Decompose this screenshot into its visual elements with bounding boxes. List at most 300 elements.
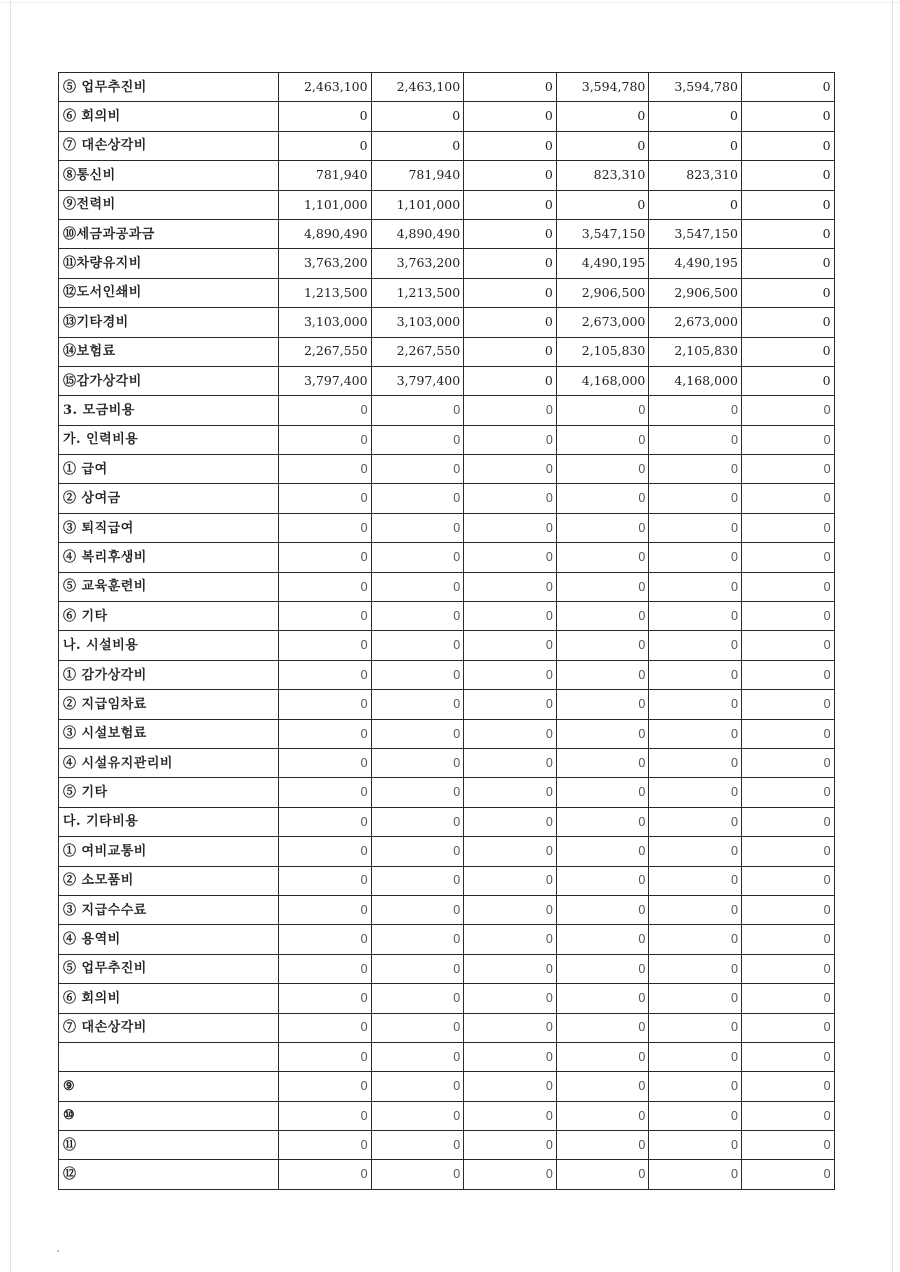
cell-col2: 3,103,000 [371,308,464,337]
cell-col6: 0 [741,161,834,190]
cell-col2: 0 [371,895,464,924]
cell-col5: 0 [649,778,742,807]
cell-col1: 0 [279,543,372,572]
cell-col1: 0 [279,1101,372,1130]
cell-col1: 781,940 [279,161,372,190]
cell-col2: 0 [371,455,464,484]
cell-col3: 0 [464,602,557,631]
cell-col2: 0 [371,425,464,454]
cell-col6: 0 [741,837,834,866]
cell-col4: 0 [556,102,649,131]
row-label: ④ 시설유지관리비 [59,748,279,777]
row-label: ⑬기타경비 [59,308,279,337]
cell-col5: 0 [649,572,742,601]
cell-col2: 3,763,200 [371,249,464,278]
cell-col1: 0 [279,690,372,719]
cell-col2: 0 [371,866,464,895]
cell-col3: 0 [464,396,557,425]
cell-col4: 0 [556,1101,649,1130]
table-row [59,660,835,689]
cell-col5: 4,168,000 [649,366,742,395]
cell-col5: 0 [649,984,742,1013]
cell-col5: 0 [649,631,742,660]
cell-col1: 0 [279,866,372,895]
cell-col2: 2,463,100 [371,73,464,102]
scan-edge-top [0,2,900,3]
cell-col3: 0 [464,308,557,337]
cell-col3: 0 [464,73,557,102]
cell-col3: 0 [464,895,557,924]
cell-col2: 0 [371,396,464,425]
cell-col6: 0 [741,308,834,337]
row-label: 다. 기타비용 [59,807,279,836]
row-label: ⑭보험료 [59,337,279,366]
cell-col3: 0 [464,866,557,895]
row-label [59,1042,279,1071]
cell-col1: 0 [279,895,372,924]
row-label: ⑧통신비 [59,161,279,190]
cell-col4: 0 [556,1013,649,1042]
cell-col3: 0 [464,572,557,601]
cell-col3: 0 [464,219,557,248]
cell-col1: 0 [279,131,372,160]
cell-col1: 0 [279,837,372,866]
cell-col5: 0 [649,660,742,689]
row-label: ④ 용역비 [59,925,279,954]
cell-col5: 0 [649,1101,742,1130]
cell-col6: 0 [741,1042,834,1071]
cell-col1: 3,103,000 [279,308,372,337]
cell-col4: 3,594,780 [556,73,649,102]
cell-col3: 0 [464,925,557,954]
row-label: ⑩세금과공과금 [59,219,279,248]
cell-col1: 0 [279,925,372,954]
table-row [59,219,835,248]
cell-col3: 0 [464,954,557,983]
scan-speck [57,1250,59,1252]
cell-col2: 4,890,490 [371,219,464,248]
cell-col6: 0 [741,778,834,807]
cell-col5: 0 [649,748,742,777]
cell-col1: 4,890,490 [279,219,372,248]
table-row [59,1013,835,1042]
cell-col3: 0 [464,748,557,777]
cell-col2: 0 [371,602,464,631]
table-row [59,543,835,572]
cell-col5: 0 [649,1013,742,1042]
row-label: ⑨전력비 [59,190,279,219]
cell-col4: 0 [556,807,649,836]
cell-col4: 0 [556,690,649,719]
cell-col5: 0 [649,455,742,484]
cell-col6: 0 [741,484,834,513]
cell-col2: 0 [371,572,464,601]
cell-col1: 0 [279,984,372,1013]
cell-col3: 0 [464,1042,557,1071]
row-label: ③ 시설보험료 [59,719,279,748]
table-row [59,396,835,425]
cell-col6: 0 [741,690,834,719]
cell-col1: 1,101,000 [279,190,372,219]
cell-col5: 2,105,830 [649,337,742,366]
cell-col1: 2,267,550 [279,337,372,366]
table-row [59,131,835,160]
cell-col4: 0 [556,455,649,484]
cell-col4: 4,168,000 [556,366,649,395]
cell-col4: 0 [556,513,649,542]
cell-col3: 0 [464,161,557,190]
cell-col4: 823,310 [556,161,649,190]
cell-col4: 0 [556,778,649,807]
cell-col1: 0 [279,1072,372,1101]
table-row [59,807,835,836]
cell-col3: 0 [464,1160,557,1189]
row-label: 나. 시설비용 [59,631,279,660]
table-row [59,866,835,895]
cell-col2: 0 [371,925,464,954]
row-label: ⑫도서인쇄비 [59,278,279,307]
cell-col4: 0 [556,984,649,1013]
cell-col1: 0 [279,1160,372,1189]
cell-col6: 0 [741,954,834,983]
cell-col4: 2,906,500 [556,278,649,307]
cell-col4: 0 [556,925,649,954]
cell-col5: 0 [649,1160,742,1189]
cell-col5: 0 [649,513,742,542]
cell-col1: 0 [279,807,372,836]
cell-col3: 0 [464,455,557,484]
row-label: ④ 복리후생비 [59,543,279,572]
cell-col6: 0 [741,1131,834,1160]
cell-col3: 0 [464,190,557,219]
cell-col2: 0 [371,1101,464,1130]
cell-col5: 3,547,150 [649,219,742,248]
expense-ledger-table [58,72,835,1190]
cell-col5: 0 [649,602,742,631]
cell-col5: 0 [649,102,742,131]
cell-col2: 781,940 [371,161,464,190]
cell-col4: 0 [556,660,649,689]
cell-col4: 0 [556,748,649,777]
cell-col1: 0 [279,602,372,631]
cell-col2: 0 [371,1072,464,1101]
cell-col2: 1,101,000 [371,190,464,219]
cell-col5: 0 [649,425,742,454]
cell-col2: 2,267,550 [371,337,464,366]
cell-col3: 0 [464,690,557,719]
table-row [59,337,835,366]
cell-col1: 0 [279,660,372,689]
cell-col6: 0 [741,925,834,954]
cell-col5: 0 [649,131,742,160]
row-label: ⑪ [59,1131,279,1160]
cell-col6: 0 [741,660,834,689]
table-row [59,925,835,954]
ledger-body [59,73,835,1190]
table-row [59,572,835,601]
cell-col6: 0 [741,1101,834,1130]
cell-col2: 0 [371,131,464,160]
table-row [59,837,835,866]
cell-col3: 0 [464,984,557,1013]
cell-col5: 0 [649,954,742,983]
row-label: ⑥ 회의비 [59,102,279,131]
row-label: ⑮감가상각비 [59,366,279,395]
cell-col2: 0 [371,513,464,542]
cell-col6: 0 [741,748,834,777]
cell-col1: 0 [279,719,372,748]
cell-col3: 0 [464,513,557,542]
table-row [59,778,835,807]
cell-col5: 823,310 [649,161,742,190]
cell-col5: 4,490,195 [649,249,742,278]
cell-col6: 0 [741,396,834,425]
cell-col3: 0 [464,425,557,454]
table-row [59,719,835,748]
cell-col1: 2,463,100 [279,73,372,102]
table-row [59,73,835,102]
cell-col6: 0 [741,866,834,895]
row-label: ⑤ 기타 [59,778,279,807]
table-row [59,484,835,513]
cell-col2: 0 [371,102,464,131]
table-row [59,1042,835,1071]
cell-col5: 0 [649,866,742,895]
scan-edge-left [10,0,11,1272]
row-label: ⑤ 업무추진비 [59,73,279,102]
cell-col3: 0 [464,543,557,572]
cell-col1: 0 [279,1013,372,1042]
table-row [59,984,835,1013]
cell-col2: 0 [371,954,464,983]
cell-col2: 0 [371,807,464,836]
cell-col6: 0 [741,1072,834,1101]
cell-col1: 3,763,200 [279,249,372,278]
cell-col1: 0 [279,396,372,425]
cell-col1: 1,213,500 [279,278,372,307]
row-label: 가. 인력비용 [59,425,279,454]
table-row [59,366,835,395]
cell-col5: 0 [649,484,742,513]
cell-col3: 0 [464,1072,557,1101]
cell-col4: 0 [556,1042,649,1071]
cell-col2: 0 [371,778,464,807]
cell-col3: 0 [464,484,557,513]
cell-col6: 0 [741,631,834,660]
table-row [59,161,835,190]
table-row [59,278,835,307]
cell-col3: 0 [464,719,557,748]
table-row [59,602,835,631]
cell-col3: 0 [464,1131,557,1160]
table-row [59,1131,835,1160]
cell-col4: 0 [556,866,649,895]
cell-col1: 0 [279,425,372,454]
cell-col6: 0 [741,1013,834,1042]
cell-col4: 0 [556,572,649,601]
table-row [59,954,835,983]
cell-col6: 0 [741,602,834,631]
cell-col4: 0 [556,631,649,660]
table-row [59,249,835,278]
row-label: ⑦ 대손상각비 [59,1013,279,1042]
table-row [59,895,835,924]
cell-col6: 0 [741,131,834,160]
cell-col2: 3,797,400 [371,366,464,395]
cell-col6: 0 [741,1160,834,1189]
cell-col2: 0 [371,1131,464,1160]
cell-col1: 0 [279,1131,372,1160]
scan-edge-right [892,0,893,1272]
row-label: ⑤ 교육훈련비 [59,572,279,601]
table-row [59,190,835,219]
cell-col3: 0 [464,778,557,807]
cell-col6: 0 [741,73,834,102]
row-label: ⑨ [59,1072,279,1101]
cell-col6: 0 [741,984,834,1013]
row-label: ⑩ [59,1101,279,1130]
cell-col6: 0 [741,425,834,454]
cell-col5: 0 [649,543,742,572]
cell-col2: 0 [371,484,464,513]
table-row [59,631,835,660]
cell-col2: 0 [371,837,464,866]
cell-col2: 0 [371,660,464,689]
row-label: ⑫ [59,1160,279,1189]
cell-col2: 1,213,500 [371,278,464,307]
cell-col6: 0 [741,366,834,395]
cell-col3: 0 [464,660,557,689]
table-row [59,1160,835,1189]
table-row [59,455,835,484]
cell-col3: 0 [464,278,557,307]
cell-col1: 0 [279,455,372,484]
table-row [59,513,835,542]
cell-col3: 0 [464,631,557,660]
cell-col3: 0 [464,249,557,278]
cell-col6: 0 [741,513,834,542]
cell-col5: 0 [649,690,742,719]
cell-col5: 0 [649,1072,742,1101]
cell-col5: 0 [649,807,742,836]
row-label: ⑥ 회의비 [59,984,279,1013]
cell-col6: 0 [741,455,834,484]
table-row [59,1072,835,1101]
cell-col2: 0 [371,748,464,777]
cell-col3: 0 [464,102,557,131]
cell-col4: 0 [556,425,649,454]
cell-col4: 2,105,830 [556,337,649,366]
cell-col2: 0 [371,719,464,748]
row-label: ① 감가상각비 [59,660,279,689]
cell-col4: 0 [556,954,649,983]
cell-col1: 0 [279,778,372,807]
cell-col6: 0 [741,278,834,307]
cell-col1: 0 [279,954,372,983]
cell-col4: 0 [556,1072,649,1101]
cell-col6: 0 [741,190,834,219]
row-label: ② 지급임차료 [59,690,279,719]
cell-col5: 2,673,000 [649,308,742,337]
cell-col1: 3,797,400 [279,366,372,395]
cell-col1: 0 [279,513,372,542]
cell-col2: 0 [371,1042,464,1071]
cell-col5: 0 [649,837,742,866]
cell-col1: 0 [279,748,372,777]
row-label: ③ 지급수수료 [59,895,279,924]
cell-col1: 0 [279,631,372,660]
cell-col5: 2,906,500 [649,278,742,307]
row-label: ⑥ 기타 [59,602,279,631]
cell-col6: 0 [741,543,834,572]
table-row [59,1101,835,1130]
cell-col5: 0 [649,1042,742,1071]
cell-col4: 0 [556,602,649,631]
cell-col4: 0 [556,396,649,425]
cell-col6: 0 [741,219,834,248]
cell-col2: 0 [371,543,464,572]
cell-col1: 0 [279,1042,372,1071]
cell-col5: 0 [649,719,742,748]
cell-col3: 0 [464,1101,557,1130]
row-label: ③ 퇴직급여 [59,513,279,542]
cell-col4: 0 [556,484,649,513]
cell-col2: 0 [371,1013,464,1042]
cell-col2: 0 [371,631,464,660]
cell-col3: 0 [464,837,557,866]
cell-col6: 0 [741,102,834,131]
cell-col4: 0 [556,1160,649,1189]
row-label: 3. 모금비용 [59,396,279,425]
cell-col5: 0 [649,190,742,219]
cell-col6: 0 [741,807,834,836]
row-label: ⑪차량유지비 [59,249,279,278]
cell-col3: 0 [464,337,557,366]
row-label: ① 급여 [59,455,279,484]
row-label: ② 소모품비 [59,866,279,895]
cell-col4: 2,673,000 [556,308,649,337]
cell-col5: 0 [649,925,742,954]
cell-col1: 0 [279,484,372,513]
row-label: ⑦ 대손상각비 [59,131,279,160]
cell-col5: 0 [649,396,742,425]
cell-col4: 0 [556,190,649,219]
cell-col1: 0 [279,572,372,601]
cell-col6: 0 [741,337,834,366]
cell-col3: 0 [464,807,557,836]
cell-col4: 0 [556,543,649,572]
row-label: ⑤ 업무추진비 [59,954,279,983]
cell-col3: 0 [464,1013,557,1042]
cell-col3: 0 [464,131,557,160]
cell-col4: 0 [556,131,649,160]
cell-col5: 3,594,780 [649,73,742,102]
table-row [59,308,835,337]
table-row [59,425,835,454]
cell-col6: 0 [741,895,834,924]
cell-col4: 0 [556,895,649,924]
cell-col4: 0 [556,719,649,748]
cell-col4: 0 [556,837,649,866]
cell-col5: 0 [649,1131,742,1160]
cell-col3: 0 [464,366,557,395]
row-label: ① 여비교통비 [59,837,279,866]
table-row [59,690,835,719]
cell-col2: 0 [371,1160,464,1189]
cell-col2: 0 [371,690,464,719]
table-row [59,102,835,131]
cell-col6: 0 [741,719,834,748]
